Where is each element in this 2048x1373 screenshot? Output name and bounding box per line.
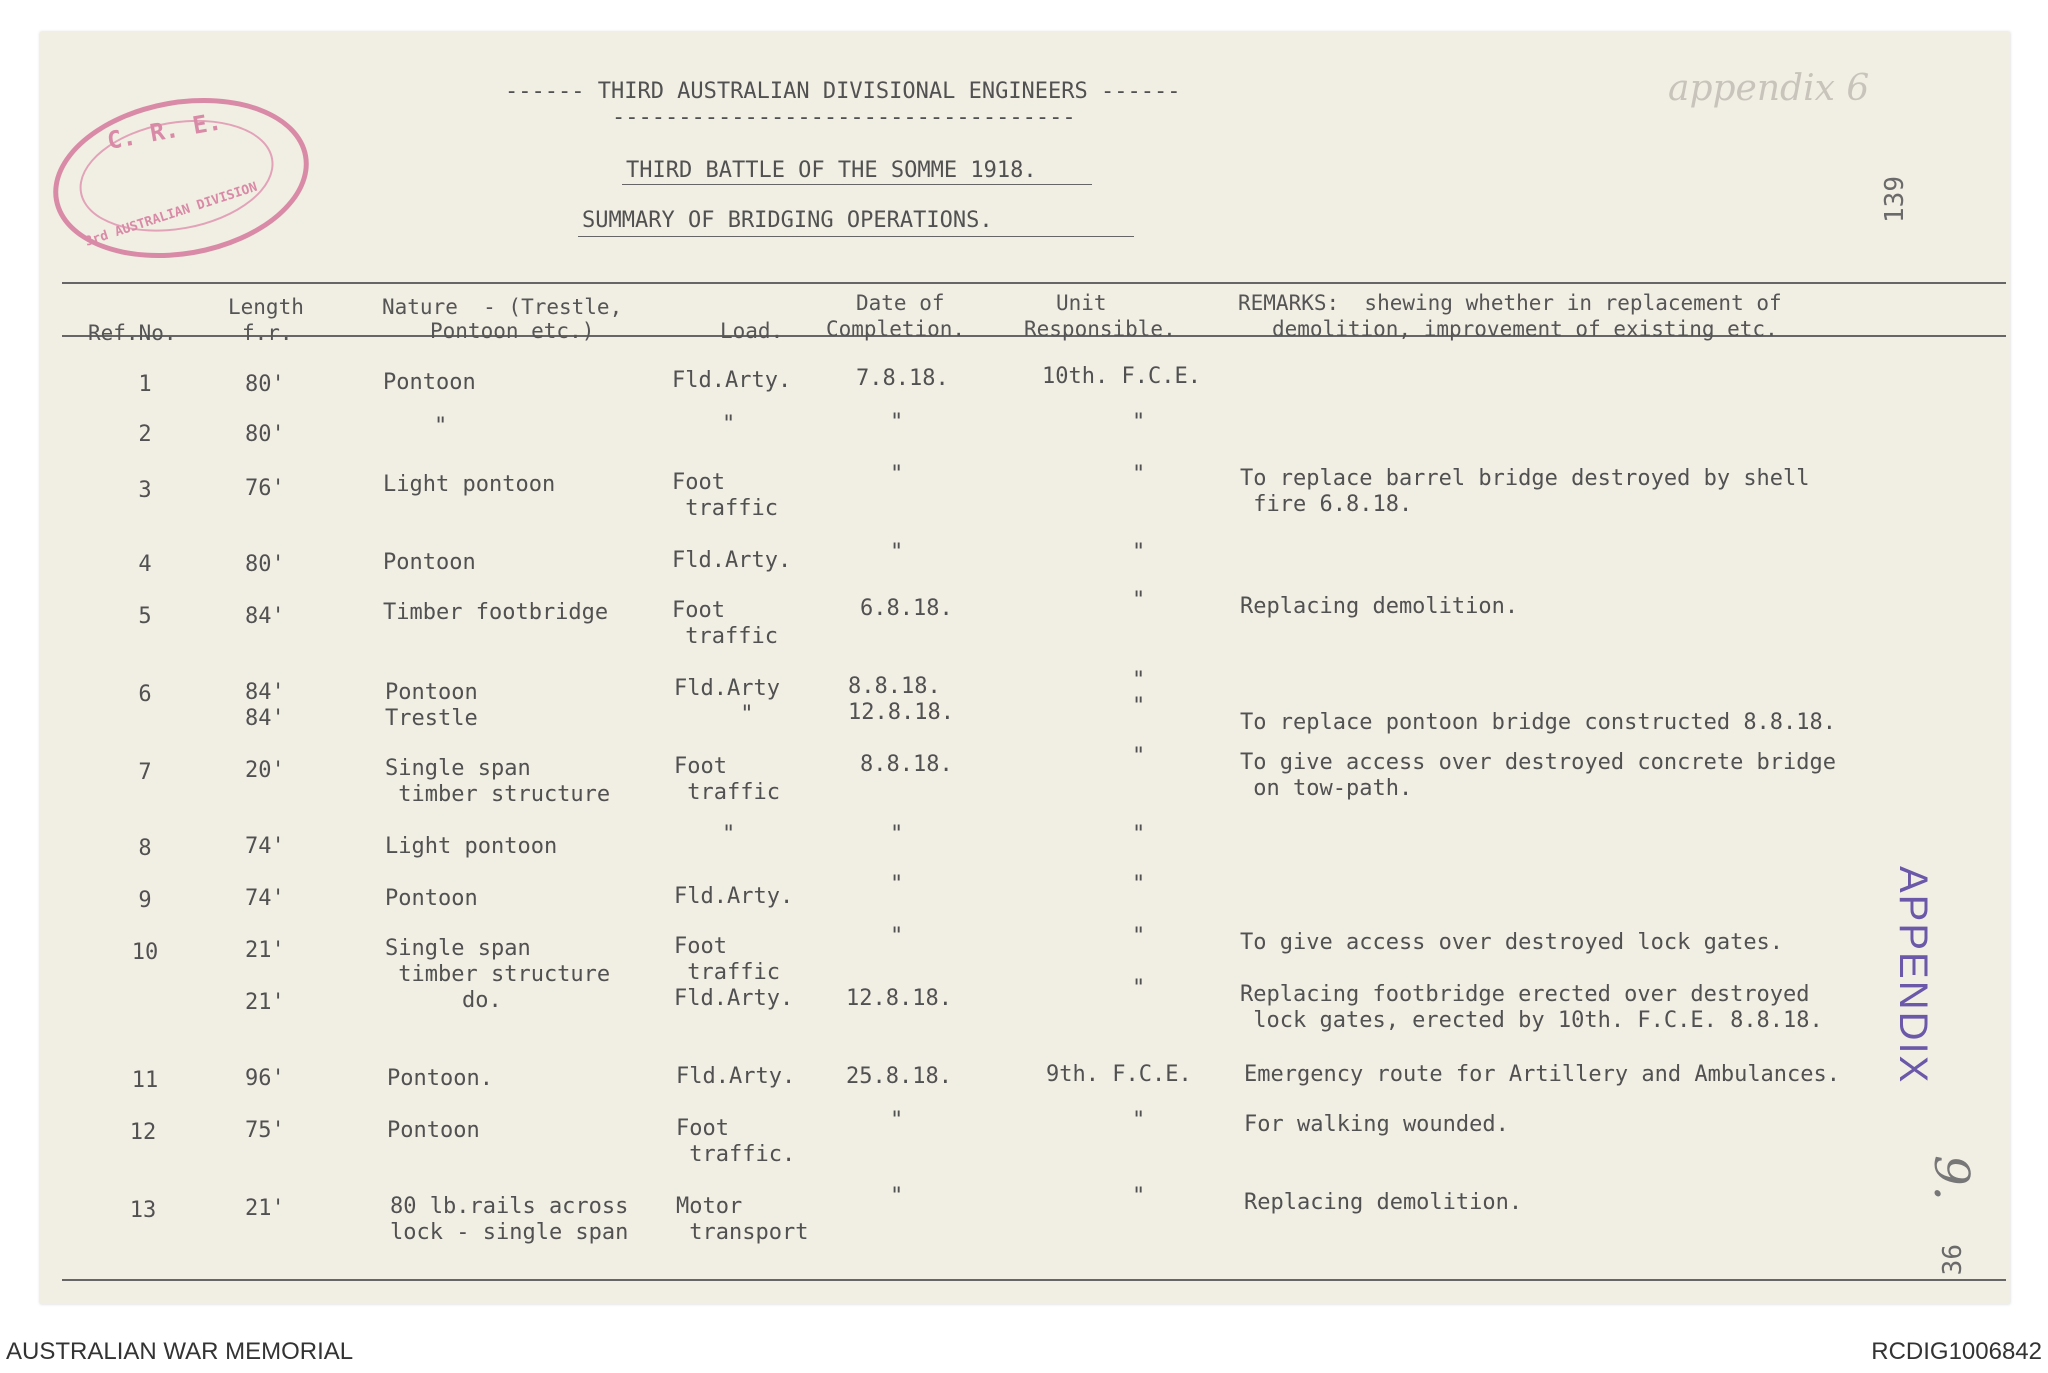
title-rule: -----------------------------------: [612, 105, 1076, 130]
heading-underline: [578, 236, 1134, 237]
page-subtitle: THIRD BATTLE OF THE SOMME 1918.: [626, 158, 1037, 183]
handwritten-appendix-note: appendix 6: [1668, 68, 1870, 109]
row-10b-remarks: Replacing footbridge erected over destroyed lock gates, erected by 10th. F.C.E. 8.8.18.: [1240, 982, 1823, 1033]
row-10-nature: Single span timber structure: [385, 936, 611, 987]
row-3-length: 76': [245, 476, 285, 501]
row-13-load: Motor transport: [676, 1194, 809, 1245]
row-8-nature: Light pontoon: [385, 834, 558, 859]
row-2-load: ": [722, 412, 736, 437]
table-bottom-rule: [62, 1279, 2006, 1281]
row-10-unit: ": [1132, 924, 1146, 949]
handwritten-appendix-number: 9.: [1922, 1155, 1979, 1201]
row-12-load: Foot traffic.: [676, 1116, 796, 1167]
row-3-unit: ": [1132, 462, 1146, 487]
table-top-rule: [62, 282, 2006, 284]
row-13-length: 21': [245, 1196, 285, 1221]
row-12-nature: Pontoon: [387, 1118, 480, 1143]
row-6-ref: 6: [138, 682, 152, 707]
col-header-date-2: Completion.: [826, 317, 966, 341]
row-6-length: 84' 84': [245, 680, 285, 731]
row-11-remarks: Emergency route for Artillery and Ambulances.: [1244, 1062, 1841, 1087]
row-11-date: 25.8.18.: [846, 1064, 952, 1089]
document-sheet: [40, 32, 2010, 1304]
row-10-load: Foot traffic: [674, 934, 780, 985]
row-13-unit: ": [1132, 1184, 1146, 1209]
row-8-ref: 8: [138, 836, 152, 861]
row-1-load: Fld.Arty.: [672, 368, 792, 393]
row-8-date: ": [890, 822, 904, 847]
row-1-date: 7.8.18.: [856, 366, 949, 391]
row-11-length: 96': [245, 1066, 285, 1091]
page-heading: SUMMARY OF BRIDGING OPERATIONS.: [582, 208, 993, 233]
col-header-unit-2: Responsible.: [1024, 317, 1176, 341]
row-6-date: 8.8.18. 12.8.18.: [848, 674, 954, 725]
row-7-length: 20': [245, 758, 285, 783]
row-6-load: Fld.Arty ": [674, 676, 780, 727]
row-13-nature: 80 lb.rails across lock - single span: [390, 1194, 629, 1245]
row-10b-nature: do.: [462, 988, 502, 1013]
row-7-remarks: To give access over destroyed concrete bridge on tow-path.: [1240, 750, 1837, 801]
col-header-length-units: f.r.: [242, 321, 293, 345]
row-12-ref: 12: [129, 1120, 157, 1145]
row-12-date: ": [890, 1108, 904, 1133]
row-6-unit: " ": [1132, 668, 1146, 719]
footer-source: AUSTRALIAN WAR MEMORIAL: [6, 1338, 354, 1365]
row-10b-unit: ": [1132, 976, 1146, 1001]
col-header-length: Length: [228, 295, 304, 319]
row-4-date: ": [890, 540, 904, 565]
row-13-remarks: Replacing demolition.: [1244, 1190, 1523, 1215]
row-5-date: 6.8.18.: [860, 596, 953, 621]
col-header-ref: Ref.No.: [88, 321, 177, 345]
row-4-length: 80': [245, 552, 285, 577]
row-5-remarks: Replacing demolition.: [1240, 594, 1519, 619]
row-4-load: Fld.Arty.: [672, 548, 792, 573]
row-4-unit: ": [1132, 540, 1146, 565]
row-3-nature: Light pontoon: [383, 472, 556, 497]
row-13-ref: 13: [129, 1198, 157, 1223]
row-9-date: ": [890, 872, 904, 897]
row-8-unit: ": [1132, 822, 1146, 847]
row-4-ref: 4: [138, 552, 152, 577]
row-4-nature: Pontoon: [383, 550, 476, 575]
row-7-date: 8.8.18.: [860, 752, 953, 777]
row-10-date: ": [890, 924, 904, 949]
stamp-line-1: C. R. E.: [105, 107, 224, 155]
col-header-remarks: REMARKS: shewing whether in replacement of: [1238, 291, 1782, 315]
row-6-nature: Pontoon Trestle: [385, 680, 478, 731]
row-3-load: Foot traffic: [672, 470, 778, 521]
stamp-line-2: 3rd AUSTRALIAN DIVISION: [83, 179, 260, 250]
row-11-load: Fld.Arty.: [676, 1064, 796, 1089]
row-11-unit: 9th. F.C.E.: [1046, 1062, 1192, 1087]
col-header-nature: Nature - (Trestle,: [382, 295, 623, 319]
subtitle-underline: [622, 184, 1092, 185]
row-8-length: 74': [245, 834, 285, 859]
row-7-ref: 7: [138, 760, 152, 785]
page-title: ------ THIRD AUSTRALIAN DIVISIONAL ENGINEERS ------: [505, 79, 1181, 104]
row-7-nature: Single span timber structure: [385, 756, 611, 807]
row-9-nature: Pontoon: [385, 886, 478, 911]
row-5-ref: 5: [138, 604, 152, 629]
row-5-nature: Timber footbridge: [383, 600, 609, 625]
row-1-nature: Pontoon: [383, 370, 476, 395]
folio-number-top: 139: [1880, 176, 1910, 223]
row-2-length: 80': [245, 422, 285, 447]
row-12-unit: ": [1132, 1108, 1146, 1133]
row-5-length: 84': [245, 604, 285, 629]
row-12-remarks: For walking wounded.: [1244, 1112, 1509, 1137]
row-1-unit: 10th. F.C.E.: [1042, 364, 1201, 389]
row-10-length: 21': [245, 938, 285, 963]
folio-number-bottom: 36: [1938, 1244, 1968, 1276]
row-13-date: ": [890, 1184, 904, 1209]
row-10b-length: 21': [245, 990, 285, 1015]
row-3-date: ": [890, 462, 904, 487]
row-7-load: Foot traffic: [674, 754, 780, 805]
row-5-unit: ": [1132, 588, 1146, 613]
row-10b-load: Fld.Arty.: [674, 986, 794, 1011]
footer-record-id: RCDIG1006842: [1871, 1338, 2042, 1365]
row-5-load: Foot traffic: [672, 598, 778, 649]
row-2-nature: ": [434, 414, 448, 439]
row-10-remarks: To give access over destroyed lock gates.: [1240, 930, 1784, 955]
row-8-load: ": [722, 822, 736, 847]
col-header-nature-2: Pontoon etc.): [430, 319, 595, 343]
row-10b-date: 12.8.18.: [846, 986, 952, 1011]
row-2-ref: 2: [138, 422, 152, 447]
row-1-length: 80': [245, 372, 285, 397]
row-9-load: Fld.Arty.: [674, 884, 794, 909]
appendix-stamp: APPENDIX: [1891, 866, 1935, 1085]
row-11-nature: Pontoon.: [387, 1066, 493, 1091]
row-9-length: 74': [245, 886, 285, 911]
row-9-unit: ": [1132, 872, 1146, 897]
col-header-remarks-2: demolition, improvement of existing etc.: [1272, 317, 1778, 341]
row-2-date: ": [890, 410, 904, 435]
col-header-load: Load.: [720, 319, 784, 343]
col-header-date: Date of: [856, 291, 945, 315]
row-10-ref: 10: [131, 940, 159, 965]
row-2-unit: ": [1132, 410, 1146, 435]
row-7-unit: ": [1132, 744, 1146, 769]
row-11-ref: 11: [131, 1068, 159, 1093]
row-1-ref: 1: [138, 372, 152, 397]
row-9-ref: 9: [138, 888, 152, 913]
row-6-remarks: To replace pontoon bridge constructed 8.8.18.: [1240, 710, 1837, 735]
row-3-remarks: To replace barrel bridge destroyed by shell fire 6.8.18.: [1240, 466, 1810, 517]
row-3-ref: 3: [138, 478, 152, 503]
row-12-length: 75': [245, 1118, 285, 1143]
col-header-unit: Unit: [1056, 291, 1107, 315]
